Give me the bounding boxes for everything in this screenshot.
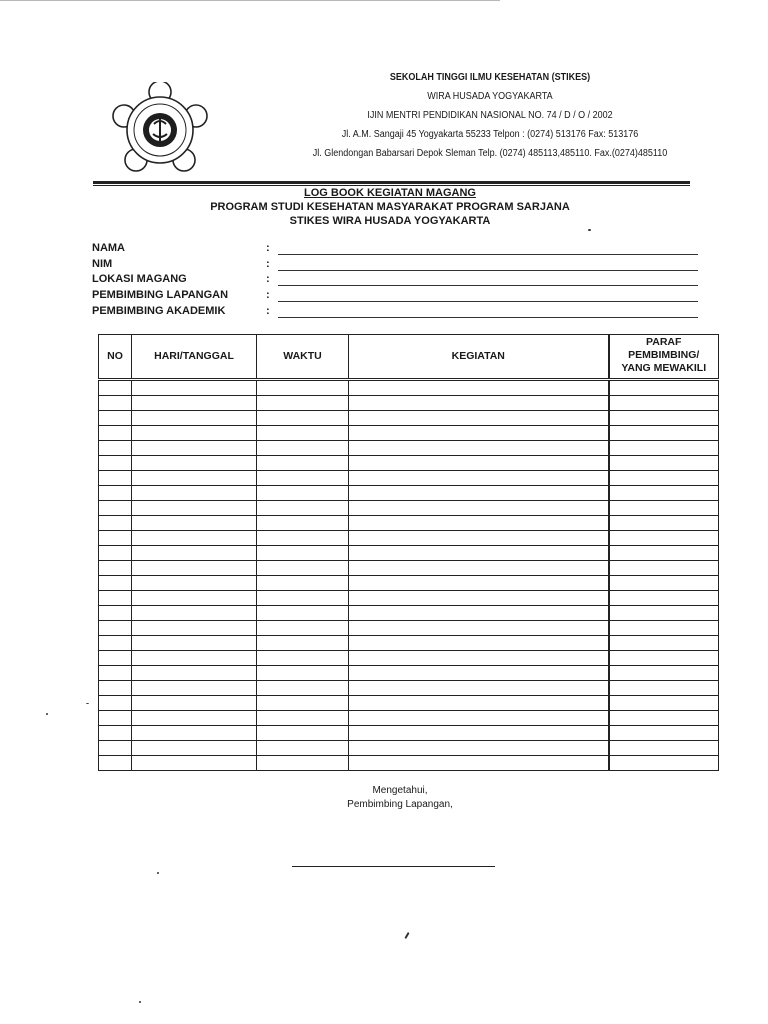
- cell-no[interactable]: [99, 411, 132, 426]
- scan-speck: [139, 1001, 141, 1003]
- cell-no[interactable]: [99, 576, 132, 591]
- letterhead-school-name: SEKOLAH TINGGI ILMU KESEHATAN (STIKES): [389, 72, 591, 83]
- field-label: LOKASI MAGANG: [92, 273, 187, 286]
- cell-hari-tanggal[interactable]: [132, 576, 257, 591]
- cell-hari-tanggal[interactable]: [132, 501, 257, 516]
- cell-paraf[interactable]: [609, 546, 719, 561]
- header-kegiatan: KEGIATAN: [349, 335, 609, 380]
- table-row: [99, 546, 719, 561]
- title-logbook: LOG BOOK KEGIATAN MAGANG: [304, 187, 476, 199]
- cell-waktu[interactable]: [257, 636, 349, 651]
- cell-paraf[interactable]: [609, 726, 719, 741]
- cell-waktu[interactable]: [257, 591, 349, 606]
- letterhead-text: [240, 68, 740, 163]
- header-waktu: WAKTU: [257, 335, 349, 380]
- cell-waktu[interactable]: [257, 516, 349, 531]
- table-row: [99, 666, 719, 681]
- cell-paraf[interactable]: [609, 516, 719, 531]
- cell-paraf[interactable]: [609, 606, 719, 621]
- cell-paraf[interactable]: [609, 411, 719, 426]
- field-colon: :: [266, 304, 270, 317]
- cell-no[interactable]: [99, 396, 132, 411]
- identity-section: [92, 241, 702, 319]
- cell-kegiatan[interactable]: [349, 471, 609, 486]
- cell-no[interactable]: [99, 696, 132, 711]
- cell-paraf[interactable]: [609, 741, 719, 756]
- cell-hari-tanggal[interactable]: [132, 681, 257, 696]
- cell-waktu[interactable]: [257, 531, 349, 546]
- cell-no[interactable]: [99, 486, 132, 501]
- page-top-edge: [0, 0, 500, 1]
- identity-row-nama: [92, 241, 702, 257]
- table-row: [99, 380, 719, 396]
- header-hari-tanggal: HARI/TANGGAL: [132, 335, 257, 380]
- table-row: [99, 426, 719, 441]
- header-paraf: [609, 335, 719, 380]
- cell-waktu[interactable]: [257, 711, 349, 726]
- header-paraf-line-1: PARAF: [646, 336, 682, 348]
- cell-waktu[interactable]: [257, 411, 349, 426]
- table-row: [99, 741, 719, 756]
- cell-hari-tanggal[interactable]: [132, 486, 257, 501]
- cell-hari-tanggal[interactable]: [132, 561, 257, 576]
- title-institution: STIKES WIRA HUSADA YOGYAKARTA: [289, 215, 491, 227]
- cell-no[interactable]: [99, 380, 132, 396]
- cell-hari-tanggal[interactable]: [132, 396, 257, 411]
- cell-no[interactable]: [99, 711, 132, 726]
- cell-kegiatan[interactable]: [349, 501, 609, 516]
- cell-hari-tanggal[interactable]: [132, 411, 257, 426]
- cell-paraf[interactable]: [609, 591, 719, 606]
- cell-hari-tanggal[interactable]: [132, 711, 257, 726]
- cell-no[interactable]: [99, 561, 132, 576]
- cell-no[interactable]: [99, 741, 132, 756]
- field-colon: :: [266, 257, 270, 270]
- cell-kegiatan[interactable]: [349, 606, 609, 621]
- cell-no[interactable]: [99, 651, 132, 666]
- field-colon: :: [266, 273, 270, 286]
- cell-paraf[interactable]: [609, 456, 719, 471]
- cell-kegiatan[interactable]: [349, 591, 609, 606]
- header-no: NO: [99, 335, 132, 380]
- cell-no[interactable]: [99, 666, 132, 681]
- cell-kegiatan[interactable]: [349, 411, 609, 426]
- cell-paraf[interactable]: [609, 651, 719, 666]
- cell-kegiatan[interactable]: [349, 636, 609, 651]
- cell-kegiatan[interactable]: [349, 396, 609, 411]
- cell-hari-tanggal[interactable]: [132, 606, 257, 621]
- cell-waktu[interactable]: [257, 441, 349, 456]
- cell-waktu[interactable]: [257, 681, 349, 696]
- field-label: PEMBIMBING LAPANGAN: [92, 289, 229, 302]
- cell-no[interactable]: [99, 456, 132, 471]
- cell-paraf[interactable]: [609, 666, 719, 681]
- cell-paraf[interactable]: [609, 576, 719, 591]
- table-row: [99, 561, 719, 576]
- pembimbing-akademik-fill-line[interactable]: [278, 317, 698, 318]
- cell-hari-tanggal[interactable]: [132, 426, 257, 441]
- cell-waktu[interactable]: [257, 651, 349, 666]
- cell-hari-tanggal[interactable]: [132, 741, 257, 756]
- cell-paraf[interactable]: [609, 621, 719, 636]
- cell-no[interactable]: [99, 681, 132, 696]
- cell-paraf[interactable]: [609, 471, 719, 486]
- identity-row-nim: [92, 257, 702, 273]
- cell-paraf[interactable]: [609, 486, 719, 501]
- cell-paraf[interactable]: [609, 380, 719, 396]
- table-row: [99, 501, 719, 516]
- field-label: PEMBIMBING AKADEMIK: [92, 304, 226, 317]
- table-row: [99, 681, 719, 696]
- cell-hari-tanggal[interactable]: [132, 636, 257, 651]
- cell-hari-tanggal[interactable]: [132, 456, 257, 471]
- cell-kegiatan[interactable]: [349, 576, 609, 591]
- cell-no[interactable]: [99, 636, 132, 651]
- pembimbing-lapangan-fill-line[interactable]: [278, 301, 698, 302]
- identity-row-pembimbing-akademik: [92, 304, 702, 320]
- table-row: [99, 591, 719, 606]
- institution-logo: [110, 82, 210, 178]
- cell-kegiatan[interactable]: [349, 380, 609, 396]
- title-program: PROGRAM STUDI KESEHATAN MASYARAKAT PROGRAM SARJANA: [210, 201, 570, 213]
- table-row: [99, 576, 719, 591]
- cell-no[interactable]: [99, 471, 132, 486]
- cell-hari-tanggal[interactable]: [132, 726, 257, 741]
- cell-no[interactable]: [99, 591, 132, 606]
- cell-waktu[interactable]: [257, 756, 349, 771]
- cell-hari-tanggal[interactable]: [132, 516, 257, 531]
- table-row: [99, 726, 719, 741]
- cell-hari-tanggal[interactable]: [132, 621, 257, 636]
- table-header-row: [99, 335, 719, 380]
- cell-paraf[interactable]: [609, 531, 719, 546]
- cell-paraf[interactable]: [609, 681, 719, 696]
- cell-paraf[interactable]: [609, 756, 719, 771]
- identity-row-pembimbing-lapangan: [92, 288, 702, 304]
- scan-speck: [404, 932, 409, 939]
- cell-kegiatan[interactable]: [349, 531, 609, 546]
- cell-hari-tanggal[interactable]: [132, 666, 257, 681]
- nama-fill-line[interactable]: [278, 254, 698, 255]
- cell-paraf[interactable]: [609, 636, 719, 651]
- letterhead-school-city: WIRA HUSADA YOGYAKARTA: [427, 91, 553, 102]
- cell-hari-tanggal[interactable]: [132, 756, 257, 771]
- signature-block: [300, 784, 500, 812]
- cell-paraf[interactable]: [609, 396, 719, 411]
- cell-kegiatan[interactable]: [349, 426, 609, 441]
- table-row: [99, 531, 719, 546]
- table-row: [99, 471, 719, 486]
- cell-hari-tanggal[interactable]: [132, 651, 257, 666]
- table-row: [99, 756, 719, 771]
- cell-no[interactable]: [99, 756, 132, 771]
- cell-waktu[interactable]: [257, 666, 349, 681]
- letterhead-address-1: Jl. A.M. Sangaji 45 Yogyakarta 55233 Telpon : (0274) 513176 Fax: 513176: [341, 129, 639, 140]
- table-row: [99, 606, 719, 621]
- cell-kegiatan[interactable]: [349, 486, 609, 501]
- cell-hari-tanggal[interactable]: [132, 441, 257, 456]
- cell-waktu[interactable]: [257, 426, 349, 441]
- cell-paraf[interactable]: [609, 426, 719, 441]
- cell-paraf[interactable]: [609, 561, 719, 576]
- cell-kegiatan[interactable]: [349, 456, 609, 471]
- table-row: [99, 516, 719, 531]
- cell-waktu[interactable]: [257, 486, 349, 501]
- cell-hari-tanggal[interactable]: [132, 380, 257, 396]
- cell-waktu[interactable]: [257, 576, 349, 591]
- cell-hari-tanggal[interactable]: [132, 546, 257, 561]
- cell-kegiatan[interactable]: [349, 651, 609, 666]
- cell-kegiatan[interactable]: [349, 561, 609, 576]
- cell-no[interactable]: [99, 531, 132, 546]
- cell-hari-tanggal[interactable]: [132, 591, 257, 606]
- table-row: [99, 711, 719, 726]
- table-row: [99, 651, 719, 666]
- cell-kegiatan[interactable]: [349, 741, 609, 756]
- cell-waktu[interactable]: [257, 606, 349, 621]
- scan-speck: [46, 713, 48, 715]
- cell-paraf[interactable]: [609, 711, 719, 726]
- cell-kegiatan[interactable]: [349, 441, 609, 456]
- table-row: [99, 441, 719, 456]
- cell-no[interactable]: [99, 501, 132, 516]
- cell-paraf[interactable]: [609, 441, 719, 456]
- cell-paraf[interactable]: [609, 501, 719, 516]
- nim-fill-line[interactable]: [278, 270, 698, 271]
- cell-waktu[interactable]: [257, 726, 349, 741]
- field-label: NIM: [92, 257, 113, 270]
- table-row: [99, 621, 719, 636]
- cell-no[interactable]: [99, 426, 132, 441]
- cell-no[interactable]: [99, 546, 132, 561]
- cell-kegiatan[interactable]: [349, 756, 609, 771]
- table-row: [99, 411, 719, 426]
- cell-kegiatan[interactable]: [349, 681, 609, 696]
- log-table: [98, 334, 719, 771]
- lokasi-fill-line[interactable]: [278, 285, 698, 286]
- signature-acknowledge: Mengetahui,: [372, 785, 428, 796]
- scan-speck: [86, 703, 89, 704]
- cell-kegiatan[interactable]: [349, 516, 609, 531]
- flower-seal-emblem-icon: [110, 82, 210, 178]
- cell-kegiatan[interactable]: [349, 726, 609, 741]
- cell-kegiatan[interactable]: [349, 696, 609, 711]
- cell-hari-tanggal[interactable]: [132, 471, 257, 486]
- identity-row-lokasi: [92, 272, 702, 288]
- cell-waktu[interactable]: [257, 471, 349, 486]
- field-label: NAMA: [92, 242, 125, 254]
- cell-kegiatan[interactable]: [349, 666, 609, 681]
- cell-hari-tanggal[interactable]: [132, 696, 257, 711]
- cell-waktu[interactable]: [257, 741, 349, 756]
- log-table-body: [99, 380, 719, 771]
- table-row: [99, 636, 719, 651]
- header-paraf-line-3: YANG MEWAKILI: [621, 362, 707, 374]
- cell-no[interactable]: [99, 606, 132, 621]
- letterhead-address-2: Jl. Glendongan Babarsari Depok Sleman Telp. (0274) 485113,485110. Fax.(0274)485110: [312, 148, 668, 159]
- table-row: [99, 396, 719, 411]
- cell-waktu[interactable]: [257, 380, 349, 396]
- cell-no[interactable]: [99, 516, 132, 531]
- cell-waktu[interactable]: [257, 621, 349, 636]
- cell-hari-tanggal[interactable]: [132, 531, 257, 546]
- cell-no[interactable]: [99, 441, 132, 456]
- field-colon: :: [266, 289, 270, 302]
- letterhead-permit: IJIN MENTRI PENDIDIKAN NASIONAL NO. 74 / D / O / 2002: [367, 110, 613, 121]
- cell-waktu[interactable]: [257, 396, 349, 411]
- signature-line[interactable]: [292, 866, 495, 867]
- table-row: [99, 696, 719, 711]
- cell-waktu[interactable]: [257, 546, 349, 561]
- cell-waktu[interactable]: [257, 696, 349, 711]
- cell-kegiatan[interactable]: [349, 621, 609, 636]
- header-paraf-line-2: PEMBIMBING/: [628, 349, 700, 361]
- cell-paraf[interactable]: [609, 696, 719, 711]
- cell-no[interactable]: [99, 621, 132, 636]
- table-row: [99, 456, 719, 471]
- cell-kegiatan[interactable]: [349, 546, 609, 561]
- table-row: [99, 486, 719, 501]
- scan-speck: [157, 872, 159, 874]
- cell-no[interactable]: [99, 726, 132, 741]
- field-colon: :: [266, 242, 270, 254]
- signature-role: Pembimbing Lapangan,: [347, 799, 453, 810]
- cell-kegiatan[interactable]: [349, 711, 609, 726]
- cell-waktu[interactable]: [257, 501, 349, 516]
- scan-speck: [588, 229, 591, 231]
- document-title: [140, 186, 640, 228]
- cell-waktu[interactable]: [257, 456, 349, 471]
- letterhead-divider-thick: [93, 181, 690, 184]
- cell-waktu[interactable]: [257, 561, 349, 576]
